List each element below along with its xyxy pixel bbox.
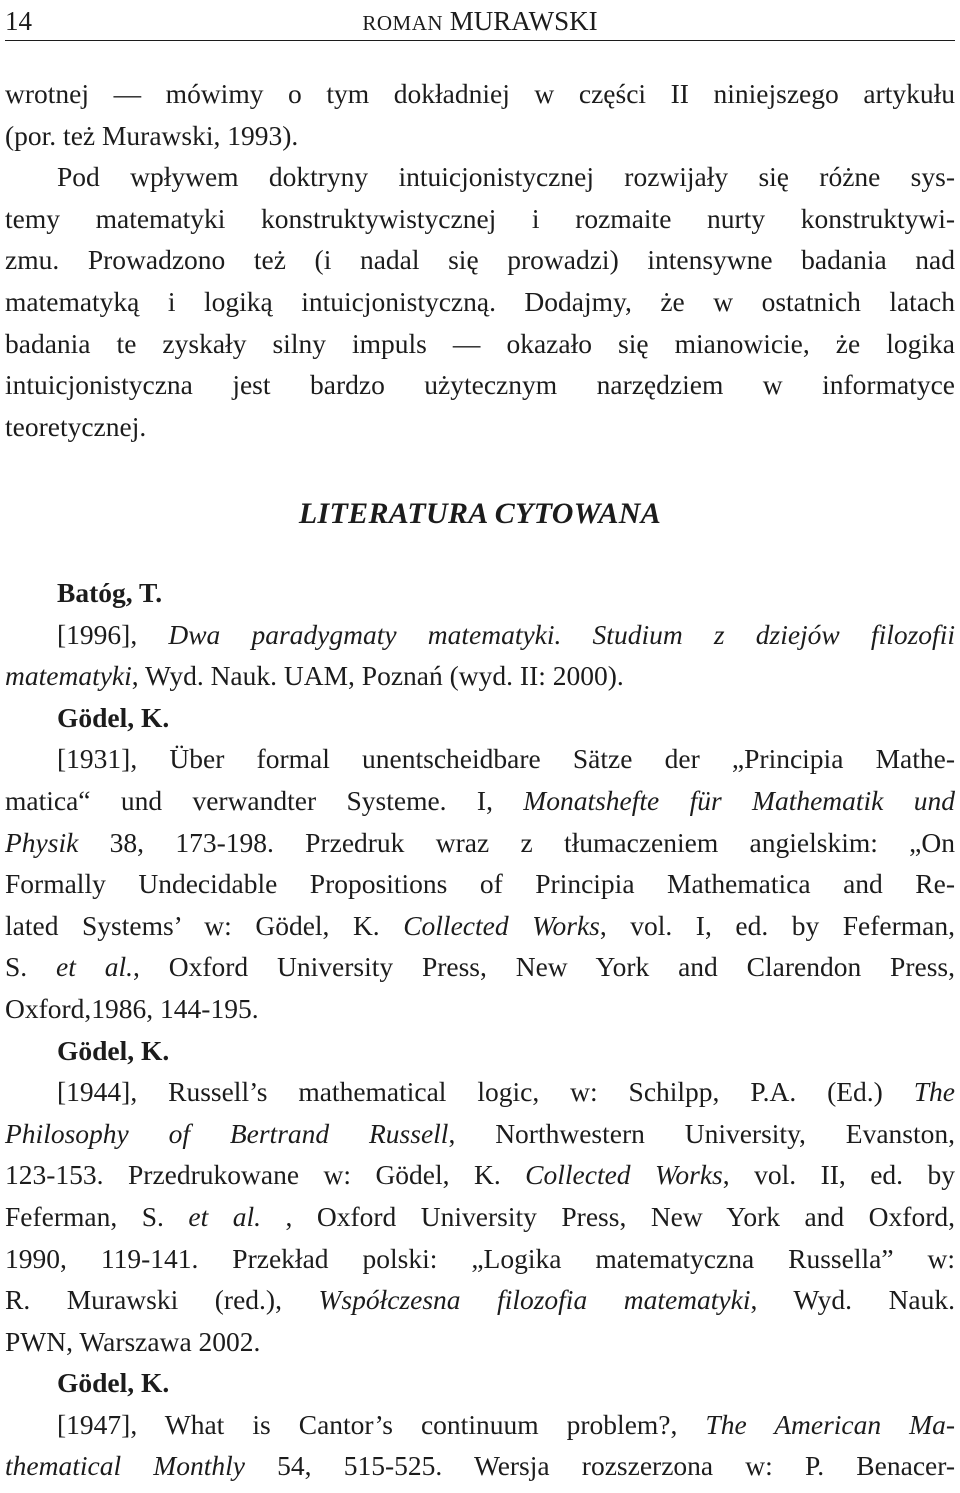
ref-text: R. Murawski (red.), [5, 1284, 319, 1316]
ref-text: , Wyd. Nauk. UAM, Poznań (wyd. II: 2000). [131, 660, 624, 692]
reference-line [5, 780, 955, 822]
ref-text: S. [5, 951, 57, 983]
reference-line: Formally Undecidable Propositions of Principia Mathematica and Re- [5, 868, 955, 900]
reference-author: Gödel, K. [57, 1034, 170, 1066]
body-line: (por. też Murawski, 1993). [5, 119, 299, 151]
ref-text: , Northwestern University, Evanston, [448, 1117, 955, 1149]
ref-text: , vol. II, ed. by [722, 1159, 956, 1191]
ref-title: matematyki [5, 660, 132, 692]
ref-text: Feferman, S. [5, 1200, 189, 1232]
bibliography [5, 572, 955, 1487]
ref-title: Collected Works [403, 909, 600, 941]
reference-line [5, 614, 955, 656]
reference-line: Oxford,1986, 144-195. [5, 992, 259, 1024]
ref-text: , Oxford University Press, New York and Clarendon Press, [133, 951, 955, 983]
ref-text: lated Systems’ w: Gödel, K. [5, 909, 404, 941]
reference-line [5, 1113, 955, 1155]
body-line: badania te zyskały silny impuls — okazało się mianowicie, że logika [5, 327, 955, 359]
ref-text: 54, 515-525. Wersja rozszerzona w: P. Benacer- [244, 1450, 955, 1482]
ref-text: 123-153. Przedrukowane w: Gödel, K. [5, 1159, 526, 1191]
reference-line [5, 905, 955, 947]
reference-line [5, 946, 955, 988]
section-title: LITERATURA CYTOWANA [298, 497, 662, 530]
body-line: Pod wpływem doktryny intuicjonistycznej rozwijały się różne sys- [57, 161, 955, 193]
reference-line: 1990, 119-141. Przekład polski: „Logika matematyczna Russella” w: [5, 1242, 955, 1274]
ref-text: [1944], Russell’s mathematical logic, w: Schilpp, P.A. (Ed.) [57, 1076, 914, 1108]
reference-line: [1931], Über formal unentscheidbare Sätze der „Principia Mathe- [57, 743, 955, 775]
ref-text: , Oxford University Press, New York and Oxford, [261, 1200, 955, 1232]
reference-line [5, 1279, 955, 1321]
reference-line [5, 1445, 955, 1487]
page-number: 14 [5, 6, 32, 36]
body-line: zmu. Prowadzono też (i nadal się prowadzi) intensywne badania nad [5, 244, 955, 276]
ref-text: [1947], What is Cantor’s continuum problem?, [57, 1408, 706, 1440]
reference-line [5, 1154, 955, 1196]
ref-title: et al. [188, 1200, 262, 1232]
ref-text: [1996], [57, 618, 169, 650]
ref-text: matica“ und verwandter Systeme. I, [5, 784, 524, 816]
ref-text: , Wyd. Nauk. [750, 1284, 956, 1316]
reference-line [5, 822, 955, 864]
body-line: intuicjonistyczna jest bardzo użytecznym narzędziem w informatyce [5, 369, 955, 401]
body-line: temy matematyki konstruktywistycznej i rozmaite nurty konstruktywi- [5, 202, 955, 234]
reference-line: PWN, Warszawa 2002. [5, 1325, 261, 1357]
ref-text: , vol. I, ed. by Feferman, [599, 909, 955, 941]
ref-title: Philosophy of Bertrand Russell [5, 1117, 449, 1149]
reference-author: Gödel, K. [57, 701, 170, 733]
body-line: wrotnej — mówimy o tym dokładniej w części II niniejszego artykułu [5, 78, 955, 109]
reference-line [5, 1071, 955, 1113]
author-last-name: MURAWSKI [449, 6, 598, 36]
reference-line [5, 1196, 955, 1238]
ref-title: thematical Monthly [5, 1450, 245, 1482]
ref-title: Współczesna filozofia matematyki [318, 1284, 751, 1316]
reference-line [5, 655, 955, 697]
ref-title: Collected Works [525, 1159, 723, 1191]
ref-text: 38, 173-198. Przedruk wraz z tłumaczeniem angielskim: „On [78, 826, 955, 858]
ref-title: Dwa paradygmaty matematyki. Studium z dziejów filozofii [168, 618, 955, 650]
running-head-author [5, 6, 955, 37]
ref-title: Physik [5, 826, 79, 858]
ref-title: The [913, 1076, 955, 1108]
ref-title: Monatshefte für Mathematik und [523, 784, 955, 816]
reference-author: Gödel, K. [57, 1367, 170, 1399]
body-line: matematyką i logiką intuicjonistyczną. Dodajmy, że w ostatnich latach [5, 285, 955, 317]
reference-author: Batóg, T. [57, 577, 163, 608]
running-header [5, 0, 955, 41]
body-text [5, 73, 955, 447]
body-line: teoretycznej. [5, 410, 147, 442]
author-first-name: ROMAN [362, 11, 444, 35]
reference-line [5, 1404, 955, 1446]
ref-title: The American Ma- [705, 1408, 955, 1440]
ref-title: et al. [56, 951, 133, 983]
